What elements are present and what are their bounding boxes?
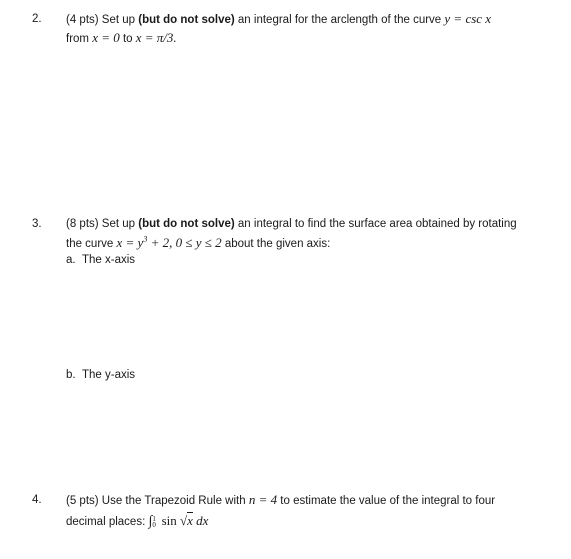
question-3-points: (8 pts) Set up xyxy=(66,218,136,230)
question-2-bold-instruction: (but do not solve) xyxy=(138,14,235,26)
question-4-n-value: n = 4 xyxy=(248,492,278,507)
question-2-upper-bound: x = π/3. xyxy=(135,30,177,45)
question-2-to-label: to xyxy=(119,33,136,45)
question-3-part-a xyxy=(66,253,135,267)
question-4-text-1: (5 pts) Use the Trapezoid Rule with xyxy=(66,495,249,507)
integral-sign: ∫ xyxy=(148,514,153,529)
question-3-text: an integral to find the surface area obtained by rotating xyxy=(234,218,517,230)
question-3-bold-instruction: (but do not solve) xyxy=(138,218,235,230)
curve-lhs: x = y xyxy=(116,235,144,250)
integrand-sin: sin xyxy=(158,513,180,528)
part-a-label: a. xyxy=(66,254,76,266)
part-a-text: The x-axis xyxy=(81,254,136,266)
question-3-curve-label: the curve xyxy=(66,238,117,250)
curve-exponent: 3 xyxy=(143,234,148,244)
question-2-from-label: from xyxy=(66,33,93,45)
question-3-number: 3. xyxy=(32,218,42,230)
question-3-curve-equation xyxy=(117,235,222,250)
curve-rhs: + 2, 0 ≤ y ≤ 2 xyxy=(147,235,222,250)
part-b-label: b. xyxy=(66,369,76,381)
question-4-text-2: to estimate the value of the integral to four xyxy=(277,495,496,507)
question-4-decimal-label: decimal places: xyxy=(66,516,149,528)
question-2-text: an integral for the arclength of the curve xyxy=(234,14,445,26)
integral-limits xyxy=(152,515,158,529)
part-b-text: The y-axis xyxy=(81,369,136,381)
question-2-number: 2. xyxy=(32,13,42,25)
integral-expression xyxy=(148,513,209,529)
question-2-points: (4 pts) Set up xyxy=(66,14,136,26)
question-2-line-1 xyxy=(66,12,491,27)
sqrt-sign: √ xyxy=(179,513,188,528)
lower-limit: 0 xyxy=(152,520,156,529)
question-2-curve-equation: y = csc x xyxy=(444,11,492,26)
question-3-line-1 xyxy=(66,217,517,231)
question-3-axis-text: about the given axis: xyxy=(221,238,331,250)
integral-dx: dx xyxy=(192,513,209,528)
upper-limit: 1 xyxy=(152,514,156,523)
question-4-line-1 xyxy=(66,493,495,508)
question-2-line-2 xyxy=(66,31,177,46)
question-3-part-b xyxy=(66,368,135,382)
question-3-line-2 xyxy=(66,236,330,251)
question-4-number: 4. xyxy=(32,494,42,506)
question-2-lower-bound: x = 0 xyxy=(92,30,120,45)
sqrt-expression xyxy=(180,514,193,528)
sqrt-argument: x xyxy=(187,513,193,528)
question-4-line-2 xyxy=(66,514,208,529)
